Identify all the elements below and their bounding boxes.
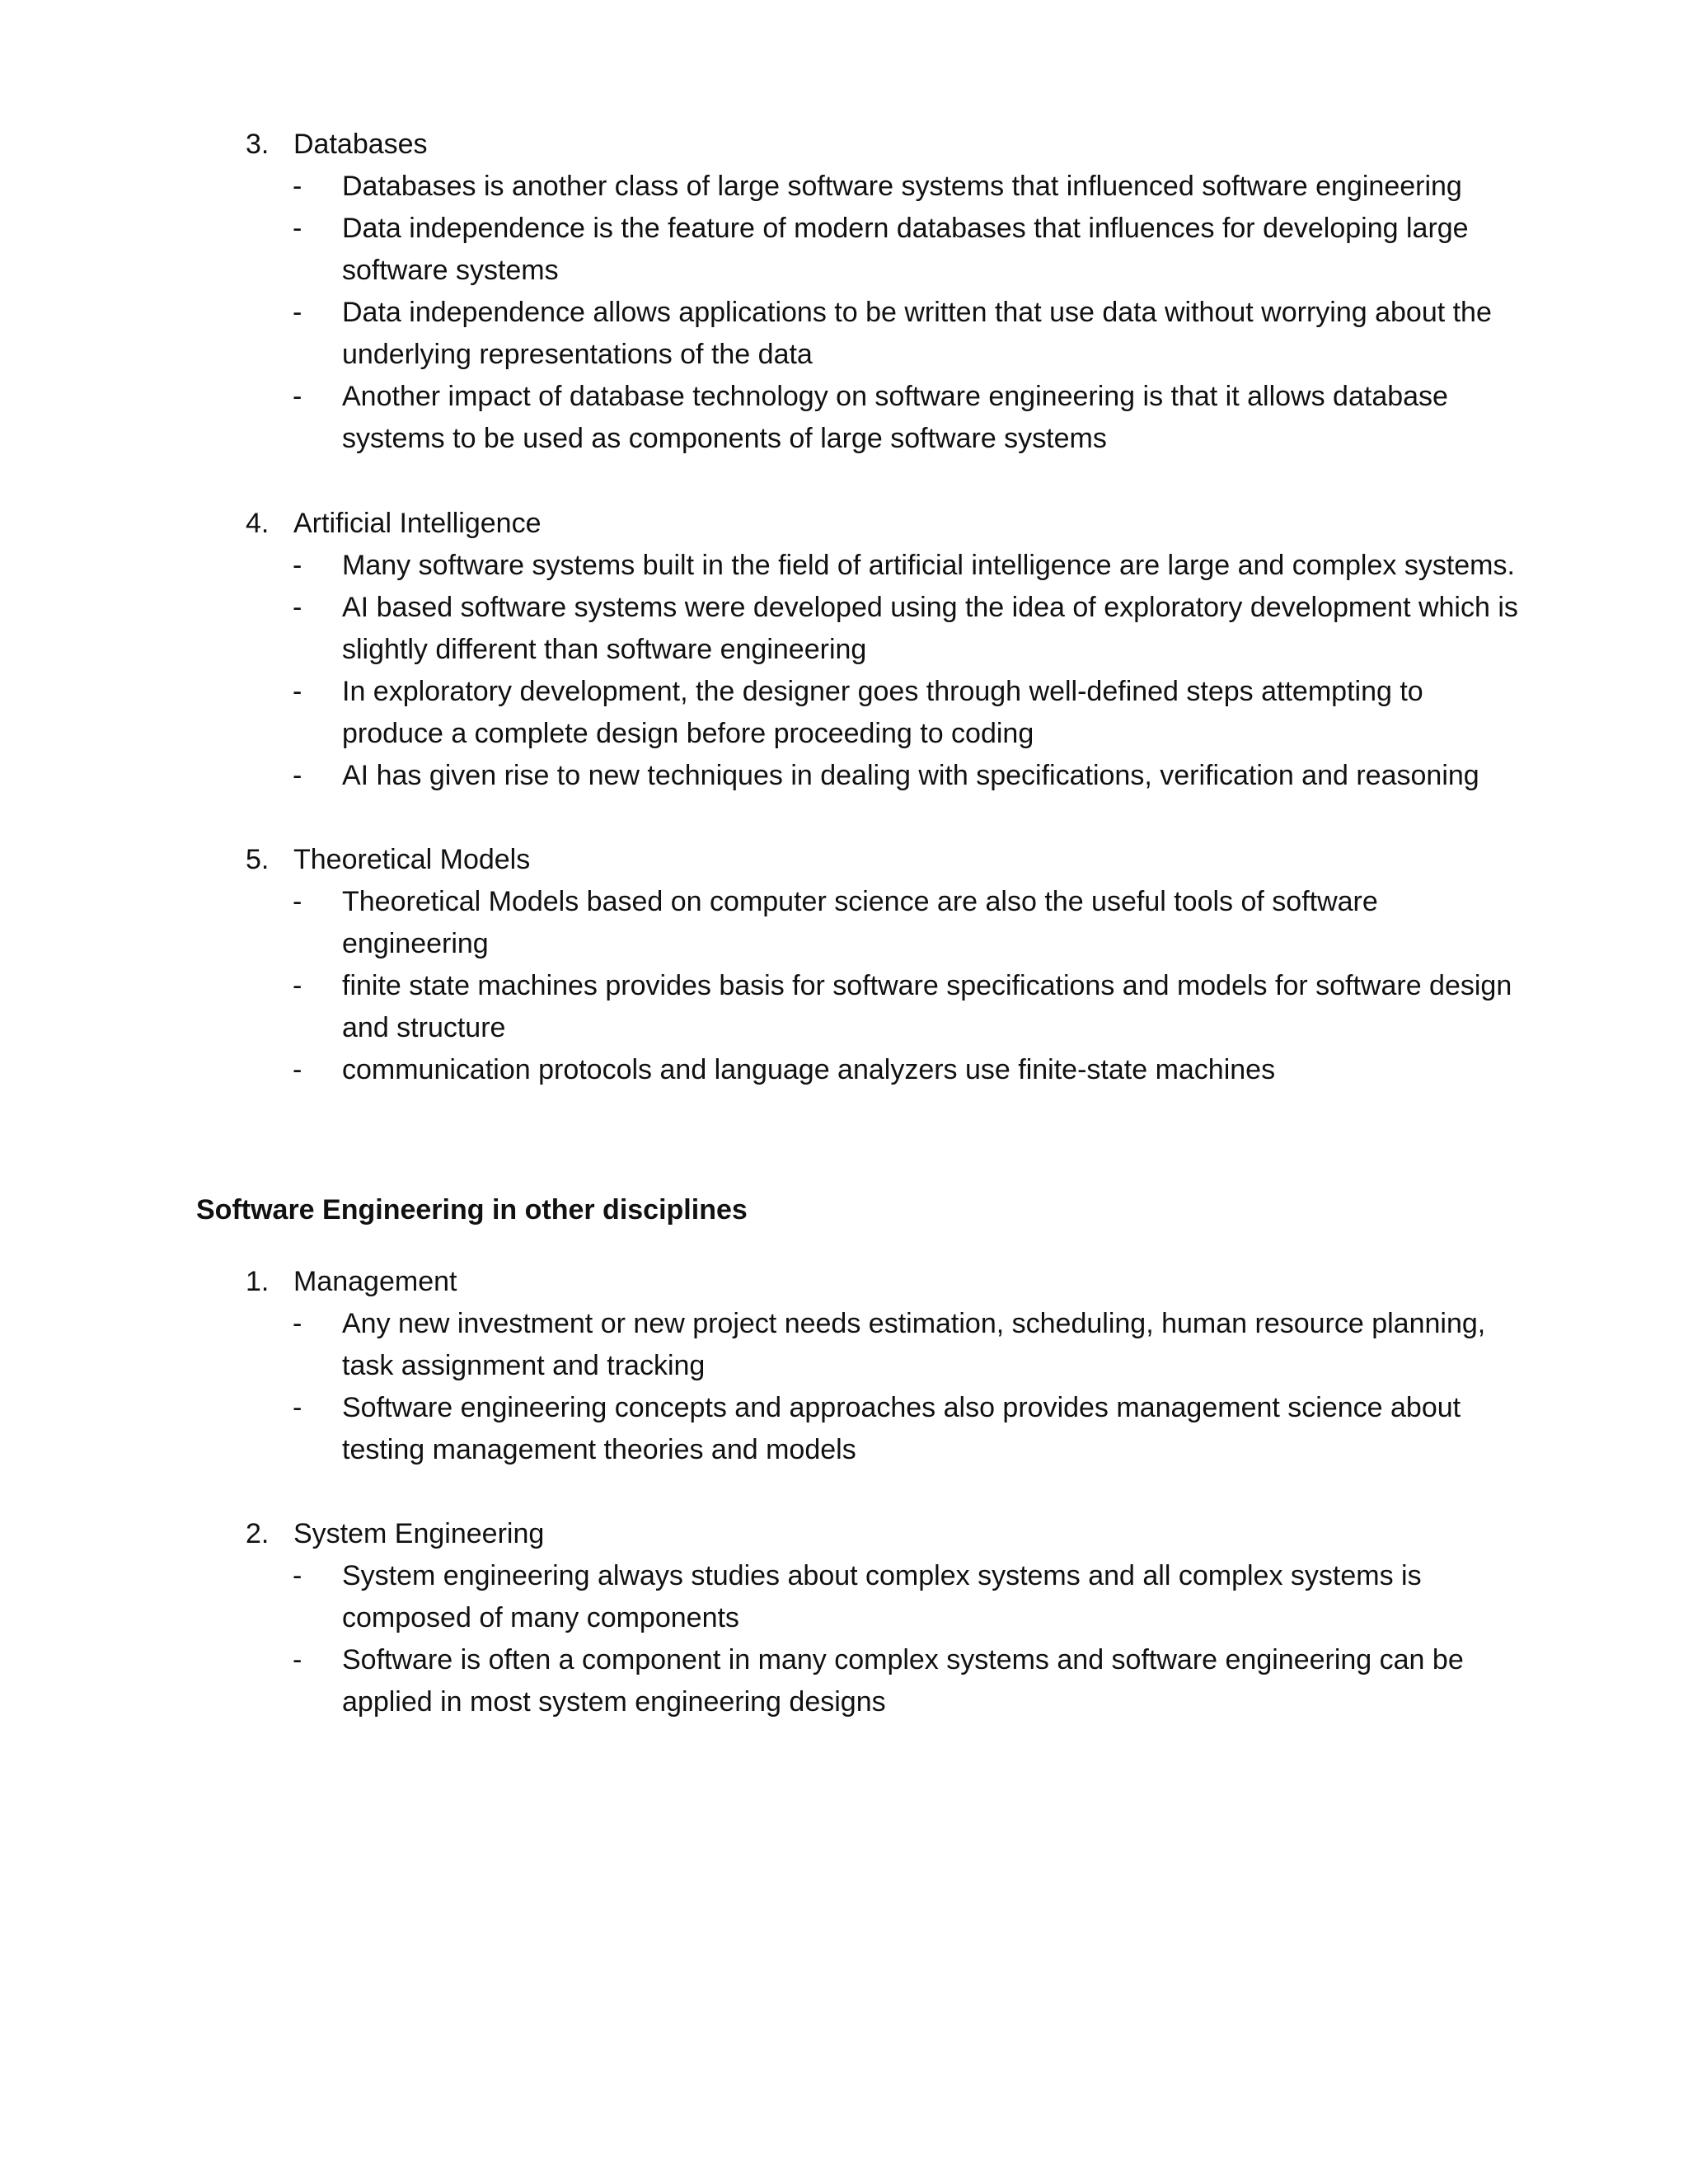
list-item <box>293 755 1521 797</box>
bullet-text: Data independence allows applications to be written that use data without worrying about the underlying representations of the data <box>342 297 1492 370</box>
section-number: 2. <box>246 1518 270 1549</box>
section-management <box>0 1261 1688 1471</box>
list-item <box>293 376 1521 460</box>
bullet-text: Theoretical Models based on computer science are also the useful tools of software engineering <box>342 886 1378 959</box>
bullet-text: System engineering always studies about complex systems and all complex systems is composed of many components <box>342 1560 1422 1633</box>
dash-marker: - <box>293 676 302 707</box>
bullet-list <box>0 881 1688 1091</box>
list-item <box>293 166 1521 208</box>
section-number: 3. <box>246 129 270 160</box>
section-number: 1. <box>246 1266 270 1297</box>
dash-marker: - <box>293 592 302 623</box>
dash-marker: - <box>293 970 302 1001</box>
list-item <box>293 1303 1521 1387</box>
section-heading <box>246 1261 1688 1303</box>
dash-marker: - <box>293 1560 302 1591</box>
list-item <box>293 1387 1521 1471</box>
bullet-list <box>0 545 1688 797</box>
bullet-text: In exploratory development, the designer goes through well-defined steps attempting to produce a complete design before proceeding to coding <box>342 676 1423 749</box>
bullet-text: Data independence is the feature of modern databases that influences for developing large software systems <box>342 213 1469 286</box>
bullet-text: Databases is another class of large software systems that influenced software engineering <box>342 171 1462 202</box>
dash-marker: - <box>293 886 302 917</box>
dash-marker: - <box>293 213 302 244</box>
bullet-list <box>0 166 1688 460</box>
list-item <box>293 292 1521 376</box>
section-title: Management <box>293 1266 457 1297</box>
section-heading <box>246 839 1688 881</box>
bullet-text: Any new investment or new project needs estimation, scheduling, human resource planning, task assignment and tracking <box>342 1308 1486 1381</box>
bullet-text: AI based software systems were developed using the idea of exploratory development which is slightly different than software engineering <box>342 592 1518 665</box>
bullet-list <box>0 1555 1688 1723</box>
bullet-text: Software engineering concepts and approaches also provides management science about testing management theories and models <box>342 1392 1461 1465</box>
dash-marker: - <box>293 760 302 791</box>
section-system-engineering <box>0 1513 1688 1723</box>
bullet-text: Many software systems built in the field of artificial intelligence are large and complex systems. <box>342 550 1515 581</box>
section-number: 5. <box>246 844 270 875</box>
section-title: Artificial Intelligence <box>293 508 542 539</box>
dash-marker: - <box>293 550 302 581</box>
section-title: System Engineering <box>293 1518 545 1549</box>
section-artificial-intelligence <box>0 503 1688 797</box>
list-item <box>293 881 1521 965</box>
list-item <box>293 1049 1521 1091</box>
dash-marker: - <box>293 1392 302 1423</box>
section-theoretical-models <box>0 839 1688 1091</box>
dash-marker: - <box>293 381 302 412</box>
list-item <box>293 965 1521 1049</box>
list-item <box>293 1639 1521 1723</box>
bullet-text: AI has given rise to new techniques in dealing with specifications, verification and reasoning <box>342 760 1479 791</box>
list-item <box>293 587 1521 671</box>
bullet-list <box>0 1303 1688 1471</box>
dash-marker: - <box>293 171 302 202</box>
section-heading <box>246 503 1688 545</box>
section-heading <box>246 124 1688 166</box>
dash-marker: - <box>293 297 302 328</box>
bullet-text: finite state machines provides basis for software specifications and models for software design and structure <box>342 970 1512 1043</box>
bullet-text: Software is often a component in many complex systems and software engineering can be applied in most system engineering designs <box>342 1644 1464 1718</box>
section-title: Databases <box>293 129 428 160</box>
bullet-text: communication protocols and language analyzers use finite-state machines <box>342 1054 1276 1085</box>
section-databases <box>0 124 1688 460</box>
list-item <box>293 208 1521 292</box>
dash-marker: - <box>293 1644 302 1675</box>
list-item <box>293 671 1521 755</box>
dash-marker: - <box>293 1308 302 1339</box>
bullet-text: Another impact of database technology on software engineering is that it allows database systems to be used as components of large software systems <box>342 381 1448 454</box>
section-number: 4. <box>246 508 270 539</box>
section-title: Theoretical Models <box>293 844 531 875</box>
page-heading: Software Engineering in other disciplines <box>196 1194 748 1226</box>
dash-marker: - <box>293 1054 302 1085</box>
section-heading <box>246 1513 1688 1555</box>
list-item <box>293 545 1521 587</box>
list-item <box>293 1555 1521 1639</box>
